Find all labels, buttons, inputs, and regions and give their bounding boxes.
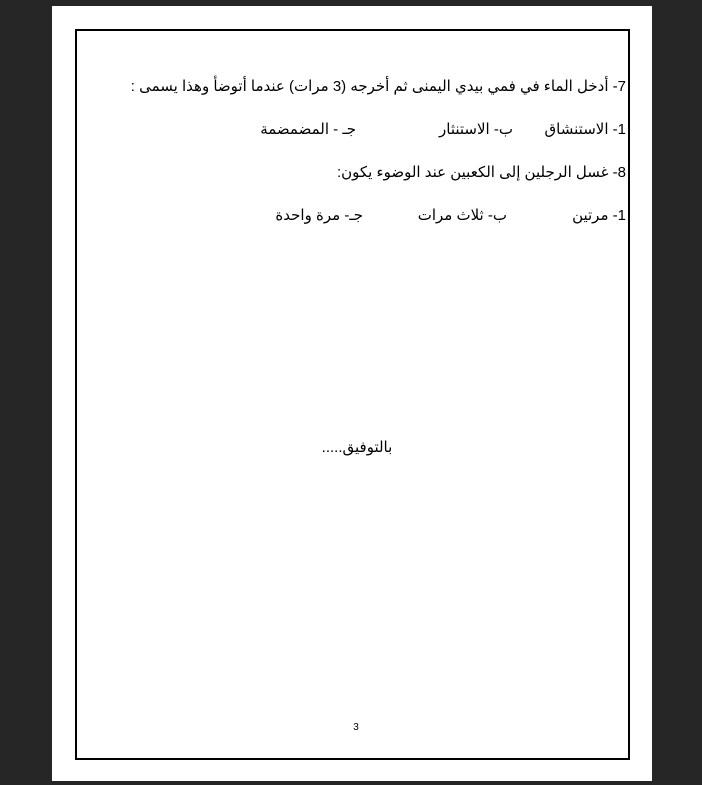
question-8-option-3: جـ- مرة واحدة [275, 207, 363, 224]
question-8-text: 8- غسل الرجلين إلى الكعبين عند الوضوء يكون: [336, 164, 626, 181]
page-number: 3 [353, 722, 359, 733]
question-7-option-2: ب- الاستنثار [439, 121, 513, 138]
question-7-option-3: جـ - المضمضمة [260, 121, 356, 138]
question-7-text: 7- أدخل الماء في فمي بيدي اليمنى ثم أخرجه (3 مرات) عندما أتوضأ وهذا يسمى : [130, 78, 626, 95]
question-8-option-2: ب- ثلاث مرات [417, 207, 507, 224]
document-page [52, 6, 652, 781]
question-7-option-1: 1- الاستنشاق [544, 121, 626, 138]
question-8-option-1: 1- مرتين [572, 207, 626, 224]
closing-text: بالتوفيق..... [321, 439, 393, 456]
